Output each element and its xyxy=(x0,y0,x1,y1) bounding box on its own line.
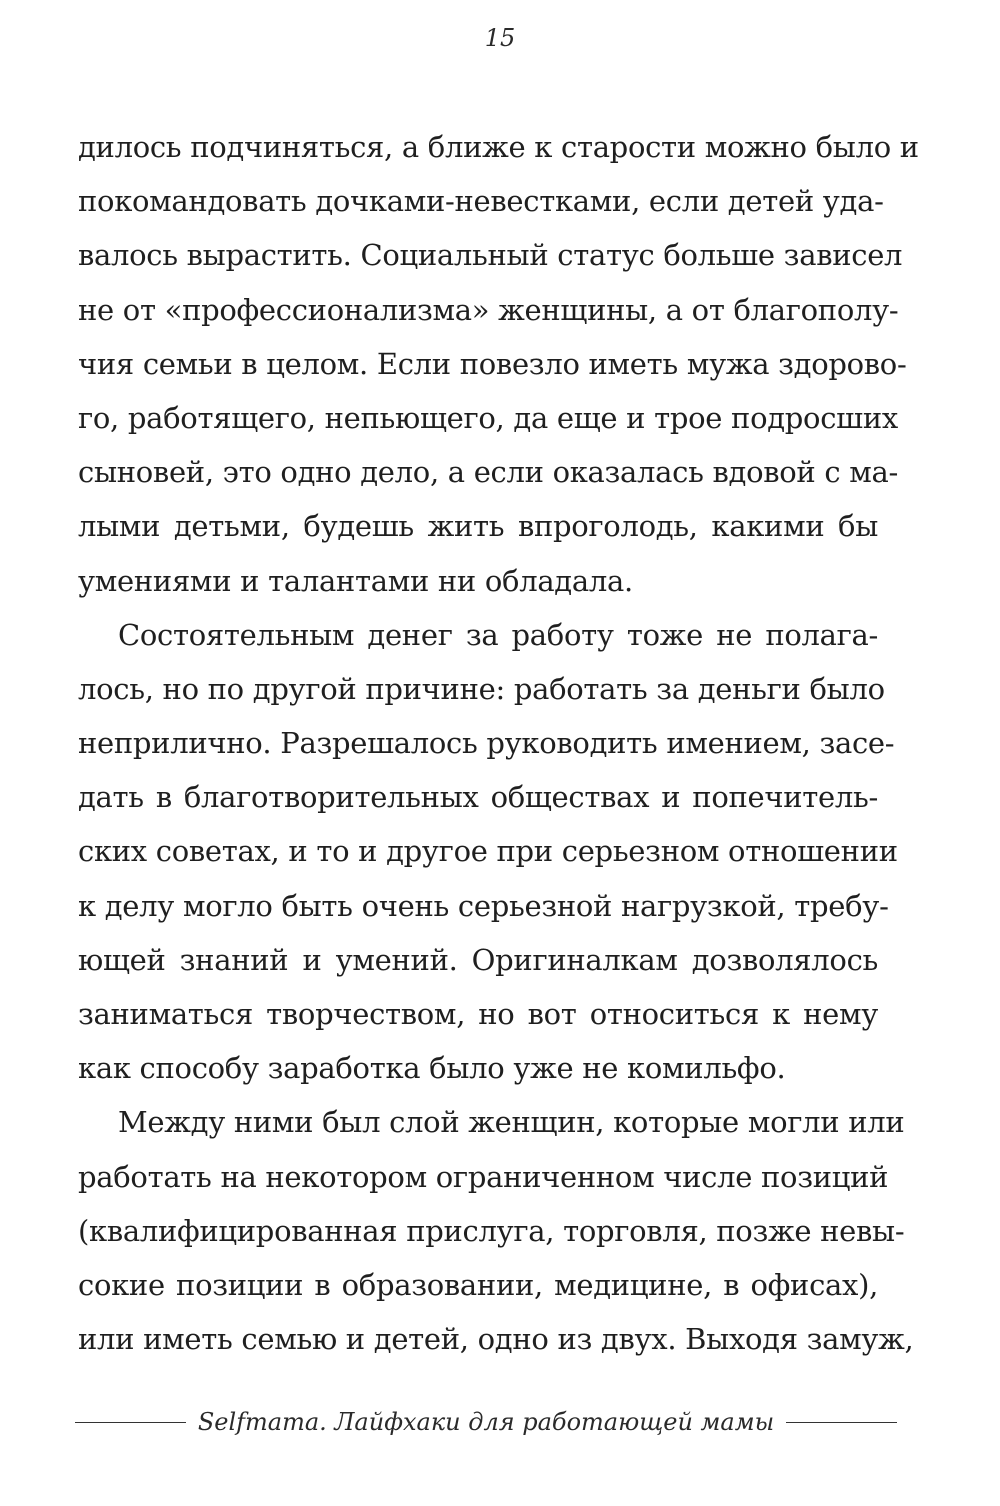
text-line: ских советах, и то и другое при серьезном отношении xyxy=(78,834,898,869)
text-line: покомандовать дочками-невестками, если детей уда- xyxy=(78,184,884,219)
paragraph-1 xyxy=(78,120,919,608)
page-number: 15 xyxy=(484,24,516,52)
text-line: го, работящего, непьющего, да еще и трое подросших xyxy=(78,400,898,435)
text-line: валось вырастить. Социальный статус больше зависел xyxy=(78,238,903,273)
text-line: как способу заработка было уже не комильфо. xyxy=(78,1051,786,1086)
text-line: работать на некотором ограниченном числе позиций xyxy=(78,1159,889,1194)
text-line: заниматься творчеством, но вот относиться к нему xyxy=(78,997,878,1031)
text-line: сокие позиции в образовании, медицине, в офисах), xyxy=(78,1267,878,1302)
text-line: дать в благотворительных обществах и попечитель- xyxy=(78,780,878,815)
text-line: умениями и талантами ни обладала. xyxy=(78,563,633,598)
text-line: сыновей, это одно дело, а если оказалась вдовой с ма- xyxy=(78,455,898,490)
text-line: ющей знаний и умений. Оригиналкам дозволялось xyxy=(78,942,878,977)
text-line: дилось подчиняться, а ближе к старости можно было и xyxy=(78,130,919,164)
text-line: чия семьи в целом. Если повезло иметь мужа здорово- xyxy=(78,346,907,381)
footer-rule-right xyxy=(786,1422,897,1423)
body-text xyxy=(78,120,919,1366)
text-line: лось, но по другой причине: работать за деньги было xyxy=(78,671,885,706)
book-title: Selfmama. Лайфхаки для работающей мамы xyxy=(197,1408,775,1436)
text-line: к делу могло быть очень серьезной нагрузкой, требу- xyxy=(78,888,889,923)
text-line: или иметь семью и детей, одно из двух. Выходя замуж, xyxy=(78,1322,914,1357)
text-line: неприлично. Разрешалось руководить имением, засе- xyxy=(78,726,895,761)
text-line: лыми детьми, будешь жить впроголодь, какими бы xyxy=(78,509,878,544)
paragraph-3 xyxy=(78,1095,914,1366)
text-line: Между ними был слой женщин, которые могли или xyxy=(118,1105,905,1140)
paragraph-2 xyxy=(78,608,898,1096)
running-footer xyxy=(75,1408,897,1436)
text-line: Состоятельным денег за работу тоже не полага- xyxy=(118,617,878,652)
text-line: не от «профессионализма» женщины, а от благополу- xyxy=(78,292,899,327)
footer-rule-left xyxy=(75,1422,186,1423)
text-line: (квалифицированная прислуга, торговля, позже невы- xyxy=(78,1213,905,1248)
